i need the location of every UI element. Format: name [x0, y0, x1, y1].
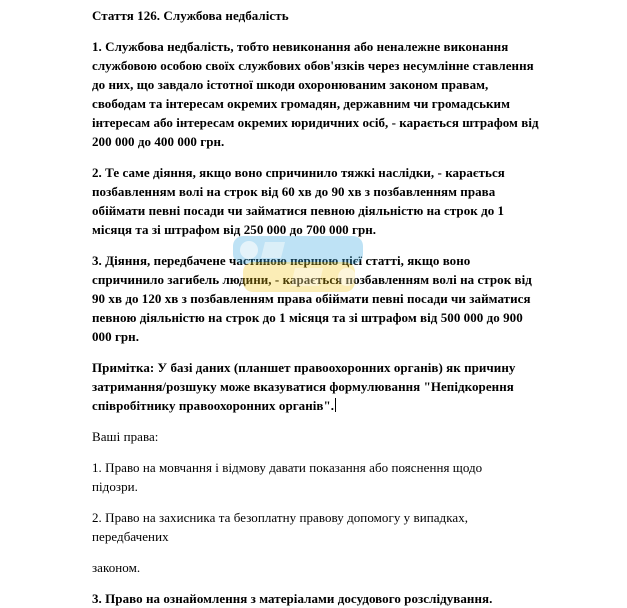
- paragraph-1: [92, 37, 612, 151]
- text-line: певною діяльністю на строк до 1 місяця та зі штрафом від 500 000 до 900: [92, 310, 523, 325]
- text-line: підозри.: [92, 479, 138, 494]
- note-paragraph: [92, 358, 612, 415]
- text-line-with-cursor[interactable]: [92, 396, 612, 415]
- text-cursor: [335, 398, 336, 412]
- text-line: Ваші права:: [92, 429, 159, 444]
- text-line: інтересам або інтересам окремих юридичних осіб, - карається штрафом від: [92, 115, 539, 130]
- text-line: передбачених: [92, 529, 169, 544]
- text-line: 000 грн.: [92, 329, 140, 344]
- right-2: [92, 508, 612, 546]
- text-line: 3. Право на ознайомлення з матеріалами досудового розслідування.: [92, 591, 493, 606]
- text-line: спричинило загибель людини, - карається позбавленням волі на строк від: [92, 272, 532, 287]
- text-line: місяця та зі штрафом від 250 000 до 700 000 грн.: [92, 222, 377, 237]
- document-content: [92, 6, 612, 608]
- text-line: позбавленням волі на строк від 60 хв до 90 хв з позбавленням права: [92, 184, 496, 199]
- text-line: 1. Службова недбалість, тобто невиконання або неналежне виконання: [92, 39, 509, 54]
- text-line: до них, що завдало істотної шкоди охоронюваним законом правам,: [92, 77, 489, 92]
- right-2-continuation: [92, 558, 612, 577]
- text-line: свободам та інтересам окремих громадян, державним чи громадським: [92, 96, 511, 111]
- text-line: законом.: [92, 560, 141, 575]
- text-span: співробітнику правоохоронних органів".: [92, 398, 335, 413]
- text-line: 200 000 до 400 000 грн.: [92, 134, 225, 149]
- right-3: [92, 589, 612, 608]
- text-line: 1. Право на мовчання і відмову давати показання або пояснення щодо: [92, 460, 483, 475]
- text-line: службовою особою своїх службових обов'язків через несумлінне ставлення: [92, 58, 534, 73]
- text-line: 3. Діяння, передбачене частиною першою цієї статті, якщо воно: [92, 253, 471, 268]
- rights-heading: [92, 427, 612, 446]
- right-1: [92, 458, 612, 496]
- text-line: затримання/розшуку може вказуватися формулювання "Непідкорення: [92, 379, 514, 394]
- paragraph-3: [92, 251, 612, 346]
- text-line: обіймати певні посади чи займатися певною діяльністю на строк до 1: [92, 203, 505, 218]
- text-line: Примітка: У базі даних (планшет правоохоронних органів) як причину: [92, 360, 516, 375]
- article-title: Стаття 126. Службова недбалість: [92, 8, 289, 23]
- paragraph-2: [92, 163, 612, 239]
- text-line: 90 хв до 120 хв з позбавленням права обіймати певні посади чи займатися: [92, 291, 531, 306]
- text-line: 2. Те саме діяння, якщо воно спричинило тяжкі наслідки, - карається: [92, 165, 505, 180]
- text-line: 2. Право на захисника та безоплатну правову допомогу у випадках,: [92, 510, 469, 525]
